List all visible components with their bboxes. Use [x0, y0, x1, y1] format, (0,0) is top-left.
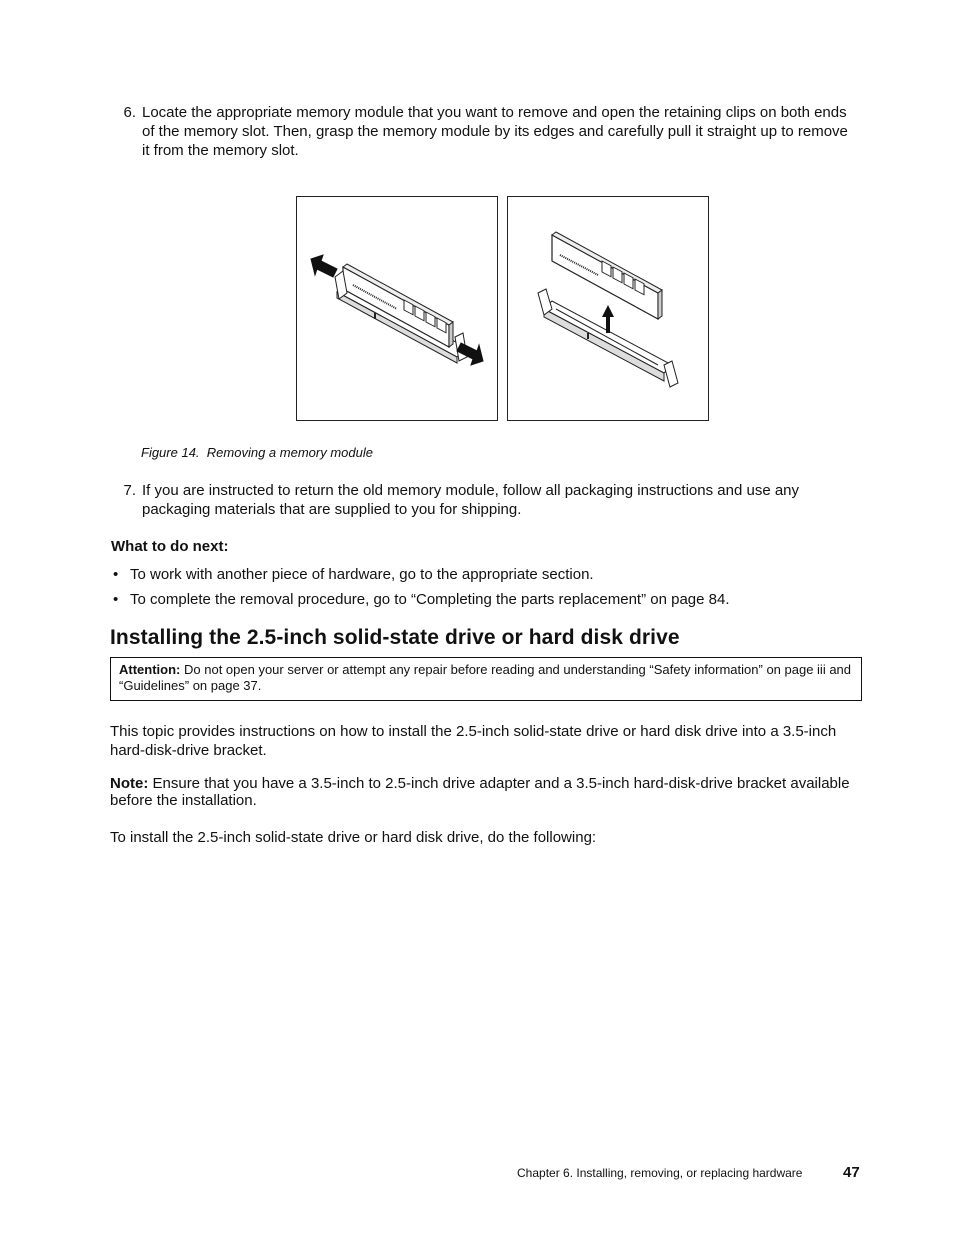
intro-paragraph: This topic provides instructions on how to install the 2.5-inch solid-state drive or hard disk drive into a 3.5-inch hard-disk-drive bracket. [110, 723, 837, 759]
note-label: Note: [110, 775, 149, 792]
step-6 [118, 103, 858, 160]
step-text: Locate the appropriate memory module that you want to remove and open the retaining clips on both ends of the memory slot. Then, grasp the memory module by its edges and carefully pull it straight up to remove it from the memory slot. [142, 104, 848, 159]
section-title: Installing the 2.5-inch solid-state drive or hard disk drive [110, 626, 680, 649]
note-text: Ensure that you have a 3.5-inch to 2.5-inch drive adapter and a 3.5-inch hard-disk-drive bracket available before the installation. [110, 775, 850, 809]
page-number: 47 [843, 1164, 860, 1181]
what-next-heading: What to do next: [111, 538, 229, 555]
list-item-text: To complete the removal procedure, go to “Completing the parts replacement” on page 84. [130, 591, 730, 608]
bullet-icon: • [113, 591, 119, 608]
attention-box [110, 657, 862, 701]
figure-panel-pull-module [507, 196, 709, 421]
memory-clip-open-illustration [297, 197, 497, 420]
footer-chapter: Chapter 6. Installing, removing, or replacing hardware [517, 1166, 803, 1180]
figure-caption [141, 445, 373, 460]
figure-caption-text: Removing a memory module [206, 445, 373, 460]
step-7 [118, 481, 858, 519]
attention-label: Attention: [119, 662, 181, 677]
figure-caption-label: Figure 14. [141, 445, 200, 460]
list-item [113, 565, 853, 584]
lead-in-paragraph: To install the 2.5-inch solid-state drive or hard disk drive, do the following: [110, 829, 597, 846]
note-paragraph [110, 775, 850, 809]
bullet-icon: • [113, 566, 119, 583]
step-number: 6. [123, 104, 136, 121]
figure-panel-open-clips [296, 196, 498, 421]
step-number: 7. [123, 482, 136, 499]
list-item-text: To work with another piece of hardware, go to the appropriate section. [130, 566, 594, 583]
attention-text: Do not open your server or attempt any repair before reading and understanding “Safety information” on page iii and “Guidelines” on page 37. [119, 662, 852, 693]
list-item [113, 590, 853, 609]
step-text: If you are instructed to return the old memory module, follow all packaging instructions and use any packaging materials that are supplied to you for shipping. [142, 482, 800, 518]
memory-module-removal-illustration [508, 197, 708, 420]
